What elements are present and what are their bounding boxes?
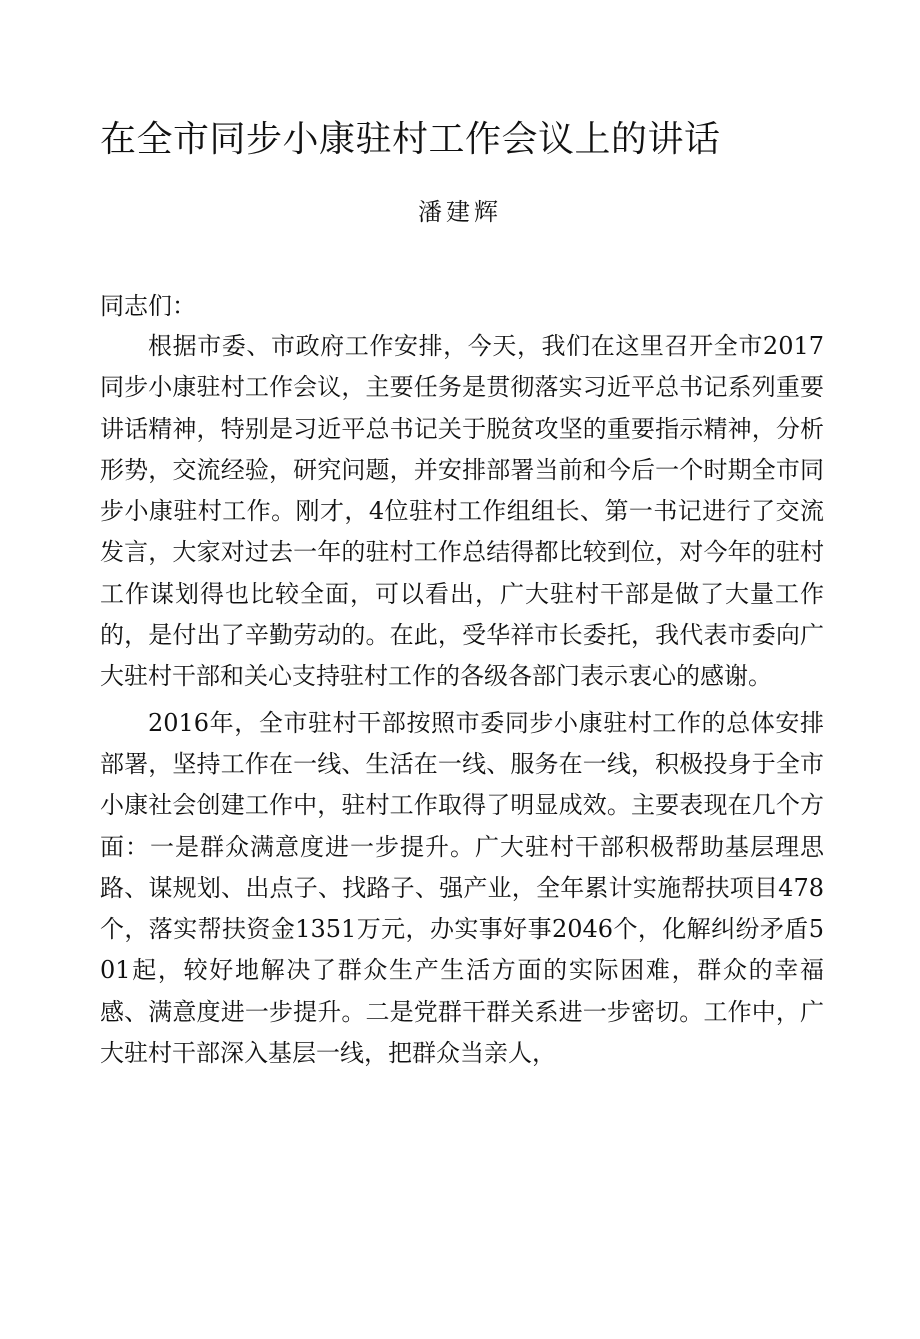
- document-body: [100, 286, 824, 1074]
- salutation: 同志们：: [100, 292, 196, 320]
- document-title: 在全市同步小康驻村工作会议上的讲话: [100, 119, 721, 160]
- paragraph: 2016年，全市驻村干部按照市委同步小康驻村工作的总体安排部署，坚持工作在一线、生活在一线、服务在一线，积极投身于全市小康社会创建工作中，驻村工作取得了明显成效。主要表现在几个方面：一是群众满意度进一步提升。广大驻村干部积极帮助基层理思路、谋规划、出点子、找路子、强产业，全年累计实施帮扶项目478个，落实帮扶资金1351万元，办实事好事2046个，化解纠纷矛盾501起，较好地解决了群众生产生活方面的实际困难，群众的幸福感、满意度进一步提升。二是党群干群关系进一步密切。工作中，广大驻村干部深入基层一线，把群众当亲人，: [100, 708, 824, 1068]
- author-name: 潘建辉: [418, 198, 502, 226]
- paragraph: 根据市委、市政府工作安排，今天，我们在这里召开全市2017同步小康驻村工作会议，主要任务是贯彻落实习近平总书记系列重要讲话精神，特别是习近平总书记关于脱贫攻坚的重要指示精神，分析形势，交流经验，研究问题，并安排部署当前和今后一个时期全市同步小康驻村工作。刚才，4位驻村工作组组长、第一书记进行了交流发言，大家对过去一年的驻村工作总结得都比较到位，对今年的驻村工作谋划得也比较全面，可以看出，广大驻村干部是做了大量工作的，是付出了辛勤劳动的。在此，受华祥市长委托，我代表市委向广大驻村干部和关心支持驻村工作的各级各部门表示衷心的感谢。: [100, 332, 824, 691]
